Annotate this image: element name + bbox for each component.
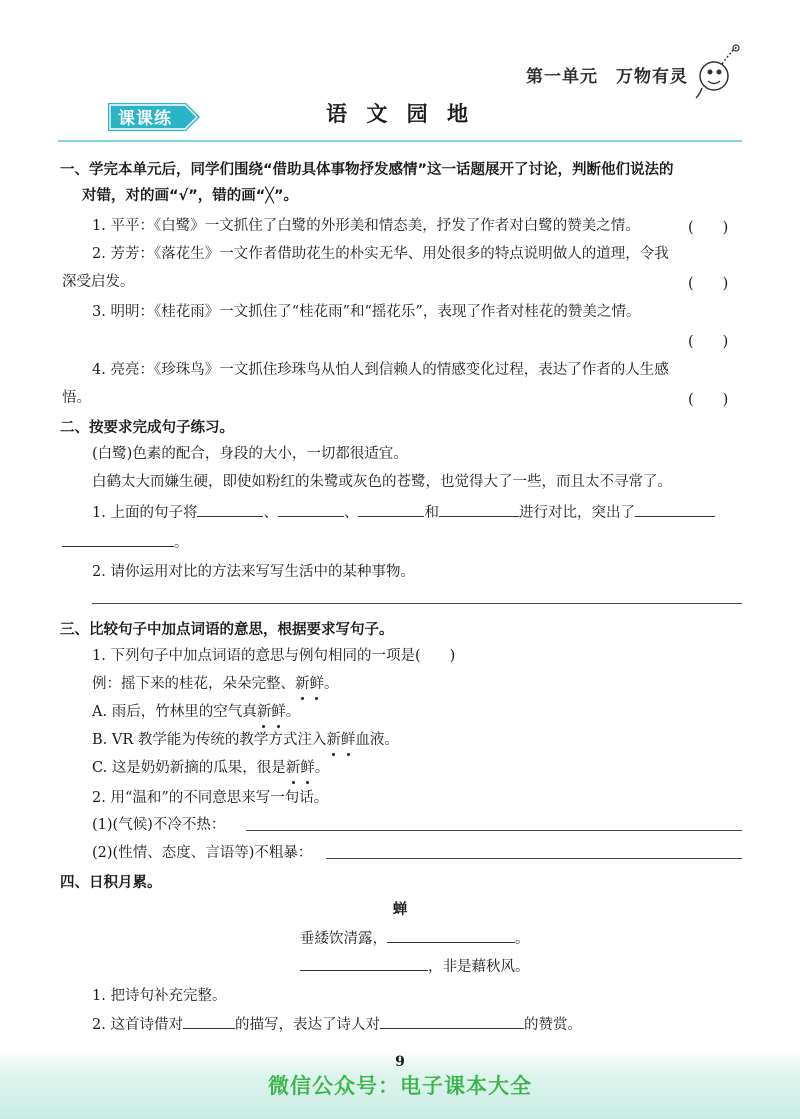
q3-option-b-text: B. VR 教学能为传统的教学方式注入 xyxy=(92,732,327,748)
q3-option-a-end: 。 xyxy=(285,704,301,720)
q3-option-b-dot-2: 鲜 xyxy=(340,732,356,748)
q3-task-1: 1. 下列句子中加点词语的意思与例句相同的一项是( ) xyxy=(92,648,456,664)
q1-item-2: 2. 芳芳：《落花生》一文作者借助花生的朴实无华、用处很多的特点说明做人的道理，令我 xyxy=(92,246,669,262)
q2-and: 和 xyxy=(424,505,439,521)
q2-task-1-cont xyxy=(62,532,800,553)
poem-line-1 xyxy=(300,928,800,949)
poem-title: 蝉 xyxy=(392,902,408,918)
q3-example-dot-2: 鲜 xyxy=(309,676,324,692)
q3-option-c-dot-2: 鲜 xyxy=(300,760,315,776)
q2-task-1-text: 1. 上面的句子将 xyxy=(92,505,198,521)
q3-option-b-end: 血液。 xyxy=(355,732,399,748)
q1-heading-line2: 对错，对的画“√”，错的画“╳”。 xyxy=(82,188,299,204)
q3-sub-1: (1)(气候)不冷不热： xyxy=(92,817,226,833)
q1-heading-line1: 一、学完本单元后，同学们围绕“借助具体事物抒发感情”这一话题展开了讨论，判断他们说法的 xyxy=(60,162,674,178)
q2-sep-2: 、 xyxy=(343,505,359,521)
poem-line-2 xyxy=(300,956,800,977)
poem-line-1-end: 。 xyxy=(515,931,530,947)
poem-line-1-text: 垂緌饮清露， xyxy=(300,931,387,947)
poem-blank-1[interactable] xyxy=(387,928,515,943)
q4-task-2-text-b: 的描写，表达了诗人对 xyxy=(234,1017,380,1033)
poem-line-2-text: ，非是藉秋风。 xyxy=(428,959,530,975)
q4-heading: 四、日积月累。 xyxy=(60,875,162,891)
q2-blank-1[interactable] xyxy=(197,502,263,517)
q1-item-1: 1. 平平：《白鹭》一文抓住了白鹭的外形美和情态美，抒发了作者对白鹭的赞美之情。 xyxy=(92,218,640,234)
q4-task-2-text-c: 的赞赏。 xyxy=(523,1017,582,1033)
header-divider xyxy=(58,140,742,142)
q3-option-b[interactable] xyxy=(92,730,800,750)
q1-item-2-answer[interactable]: ( ) xyxy=(688,276,729,292)
lesson-tag-label: 课课练 xyxy=(118,109,172,129)
mascot-illustration-icon xyxy=(692,42,742,100)
q4-task-2 xyxy=(92,1014,800,1035)
q1-item-1-answer[interactable]: ( ) xyxy=(688,220,729,236)
q3-task-2: 2. 用“温和”的不同意思来写一句话。 xyxy=(92,790,329,806)
q1-item-3-answer[interactable]: ( ) xyxy=(688,334,729,350)
q2-sentence-2: 白鹤太大而嫌生硬，即使如粉红的朱鹭或灰色的苍鹭，也觉得大了一些，而且太不寻常了。 xyxy=(92,474,672,490)
q3-option-a-dot-2: 鲜 xyxy=(271,704,286,720)
q3-option-c-end: 。 xyxy=(314,760,330,776)
q2-heading: 二、按要求完成句子练习。 xyxy=(60,420,234,436)
poem-blank-2[interactable] xyxy=(300,956,428,971)
q3-option-b-dot-1: 新 xyxy=(326,732,341,748)
q4-blank-2[interactable] xyxy=(380,1014,524,1029)
q2-answer-line[interactable] xyxy=(92,603,742,604)
q1-item-4: 4. 亮亮：《珍珠鸟》一文抓住珍珠鸟从怕人到信赖人的情感变化过程，表达了作者的人生感 xyxy=(92,362,669,378)
q1-item-3: 3. 明明：《桂花雨》一文抓住了“桂花雨”和“摇花乐”，表现了作者对桂花的赞美之情。 xyxy=(92,304,641,320)
q3-option-c[interactable] xyxy=(92,758,800,778)
q3-example-end: 。 xyxy=(324,676,339,692)
q4-task-1: 1. 把诗句补充完整。 xyxy=(92,988,227,1004)
q2-task-2: 2. 请你运用对比的方法来写写生活中的某种事物。 xyxy=(92,564,415,580)
q3-option-c-dot-1: 新 xyxy=(285,760,301,776)
q1-item-4-cont: 悟。 xyxy=(62,390,91,406)
q3-option-c-text: C. 这是奶奶新摘的瓜果，很是 xyxy=(92,760,286,776)
q3-sub-1-answer-line[interactable] xyxy=(246,830,742,831)
q2-blank-4[interactable] xyxy=(439,502,519,517)
q3-example-dot-1: 新 xyxy=(295,676,310,692)
q2-sep-1: 、 xyxy=(263,505,278,521)
q2-blank-2[interactable] xyxy=(278,502,344,517)
q3-option-a-text: A. 雨后，竹林里的空气真 xyxy=(92,704,257,720)
q2-blank-3[interactable] xyxy=(358,502,424,517)
q3-option-a[interactable] xyxy=(92,702,800,722)
q2-end-punct: 。 xyxy=(174,535,189,551)
q4-blank-1[interactable] xyxy=(183,1014,235,1029)
page-title: 语 文 园 地 xyxy=(326,101,474,126)
page-number: 9 xyxy=(395,1054,405,1070)
q2-blank-6[interactable] xyxy=(62,532,174,547)
q3-heading: 三、比较句子中加点词语的意思，根据要求写句子。 xyxy=(60,622,394,638)
q3-sub-2: (2)(性情、态度、言语等)不粗暴： xyxy=(92,845,313,861)
q3-sub-2-answer-line[interactable] xyxy=(326,858,742,859)
q2-task-1 xyxy=(92,502,800,523)
q2-task-1-text-b: 进行对比，突出了 xyxy=(518,505,635,521)
q2-blank-5[interactable] xyxy=(635,502,715,517)
q2-sentence-1: (白鹭)色素的配合，身段的大小，一切都很适宜。 xyxy=(92,446,408,462)
watermark-text: 微信公众号：电子课本大全 xyxy=(268,1074,532,1098)
q1-item-4-answer[interactable]: ( ) xyxy=(688,392,729,408)
unit-title: 第一单元 万物有灵 xyxy=(526,67,688,87)
q3-example-text: 例：摇下来的桂花，朵朵完整、 xyxy=(92,676,295,692)
q3-option-a-dot-1: 新 xyxy=(256,704,272,720)
q1-item-2-cont: 深受启发。 xyxy=(62,274,135,290)
q4-task-2-text-a: 2. 这首诗借对 xyxy=(92,1017,183,1033)
q3-example xyxy=(92,674,800,694)
